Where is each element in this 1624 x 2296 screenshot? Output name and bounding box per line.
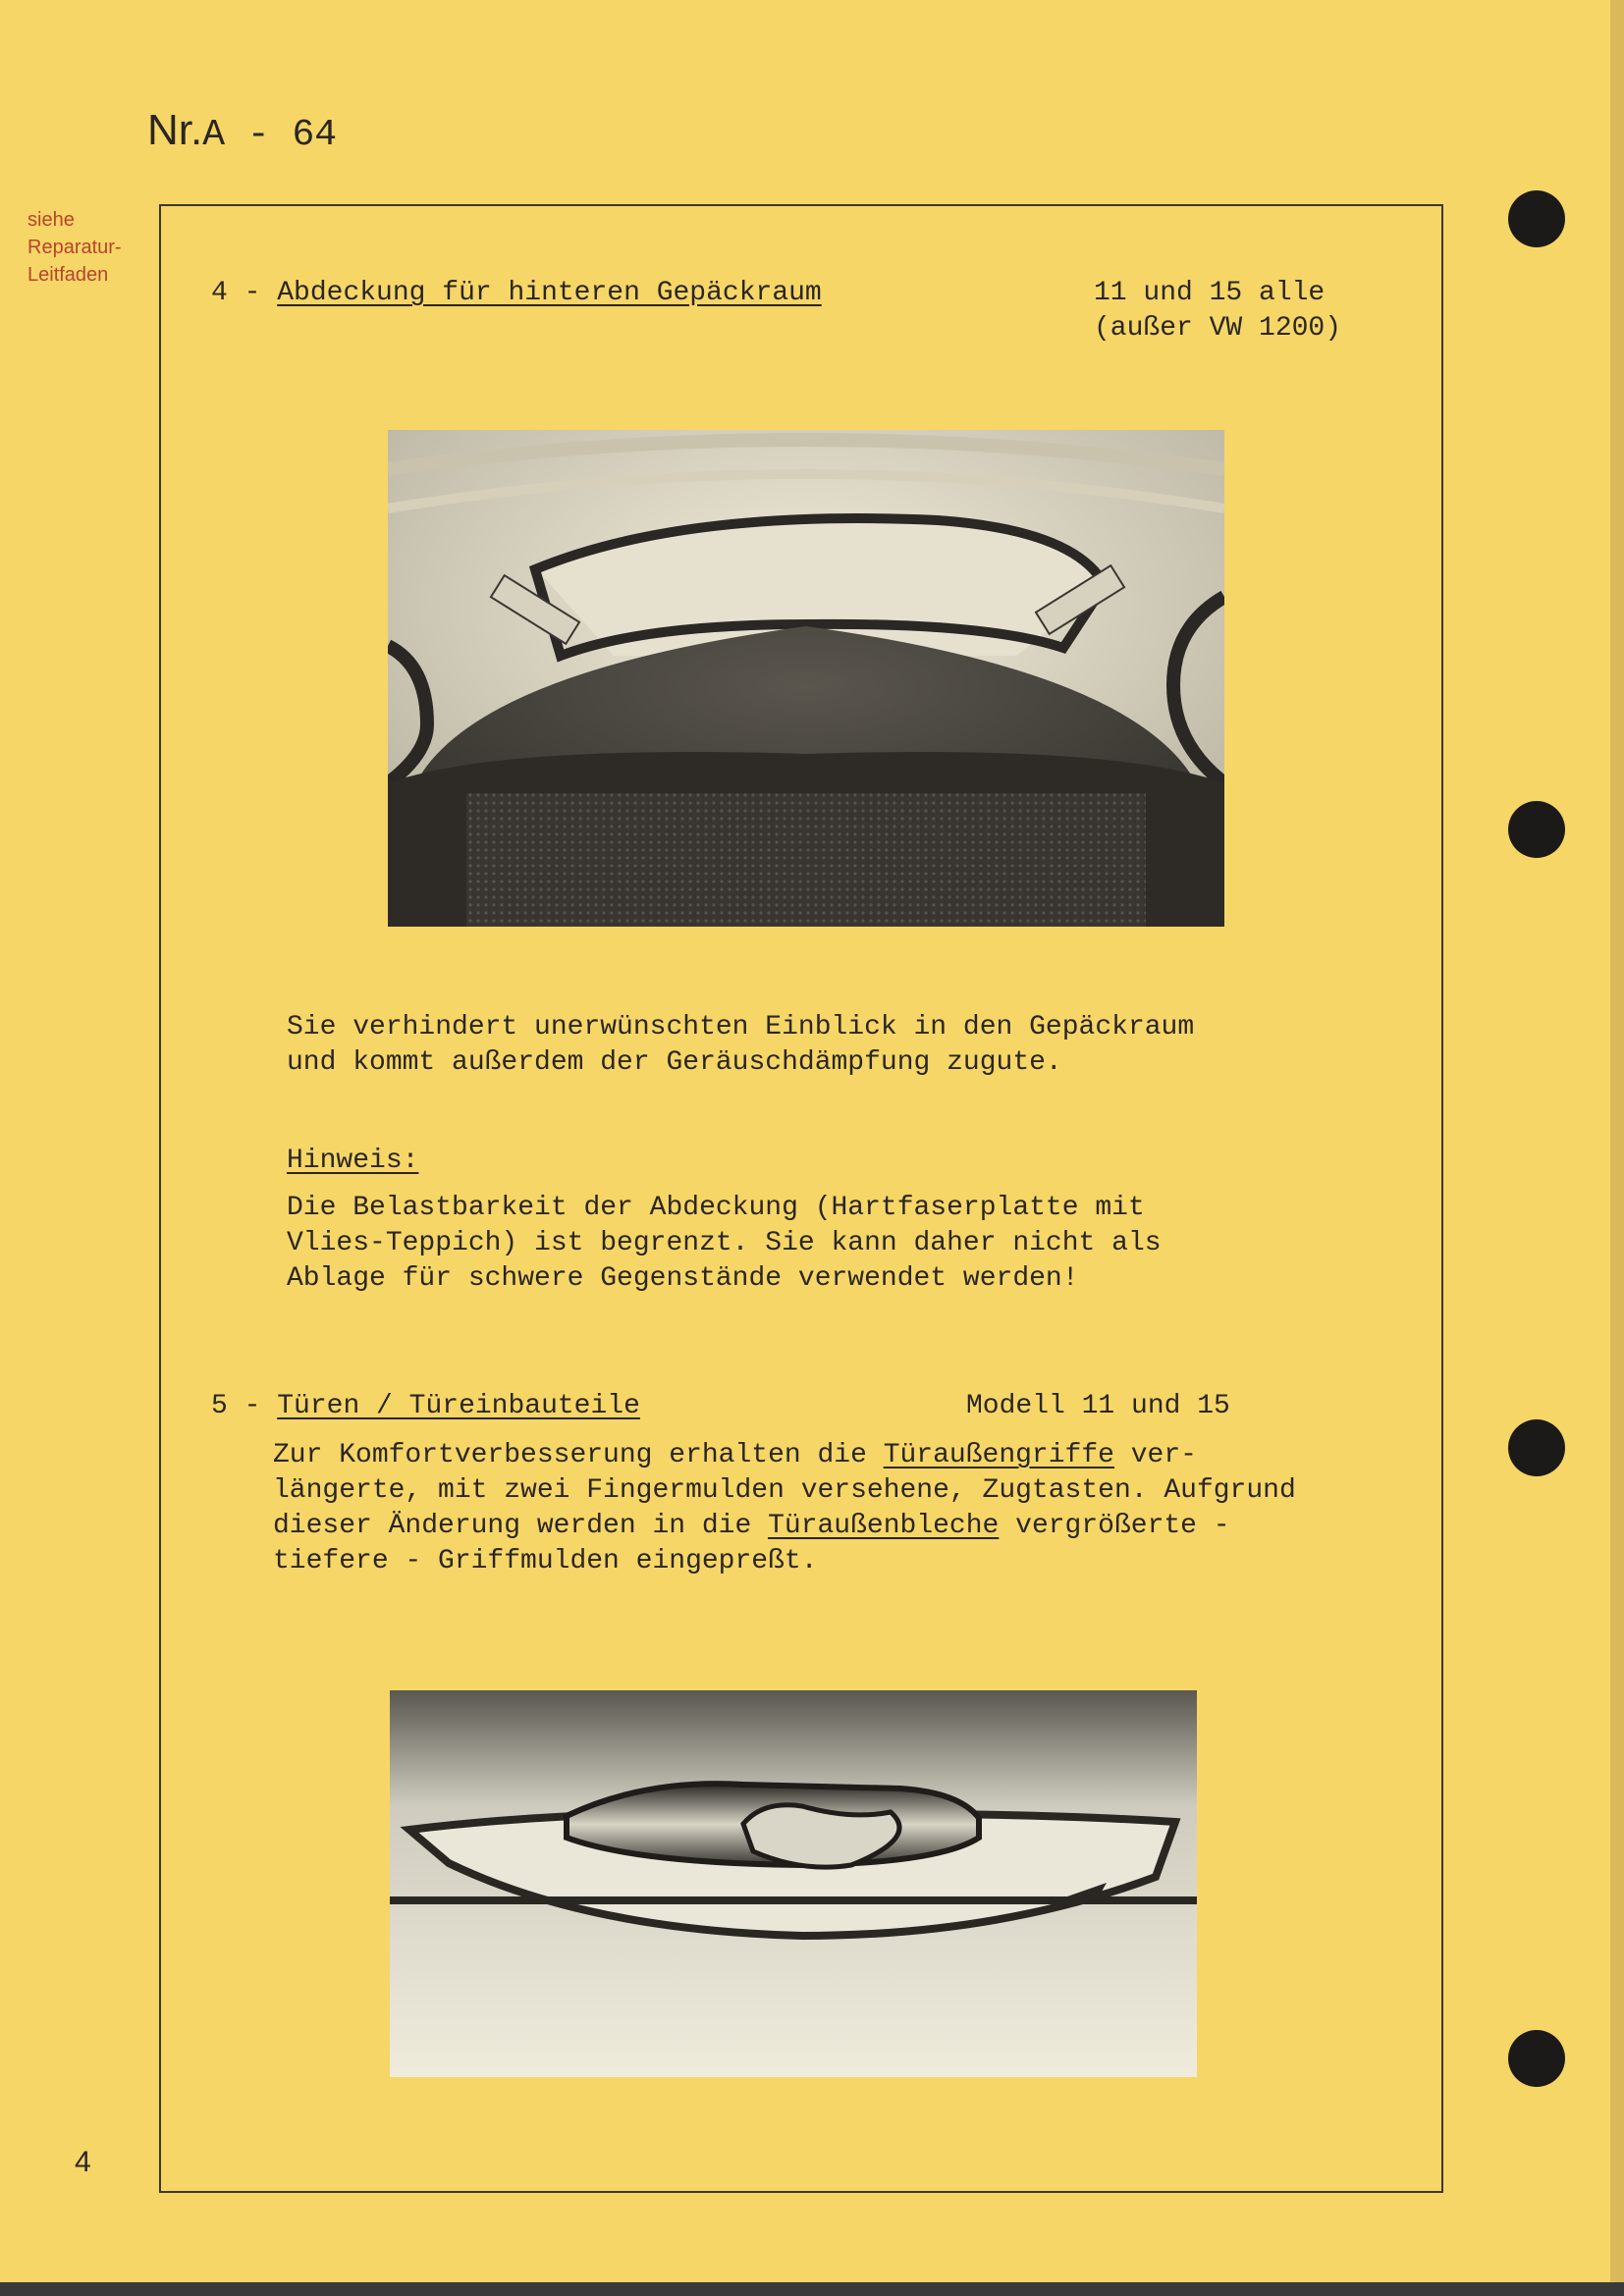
photo-luggage-cover [388,430,1224,927]
note-heading: Hinweis: [287,1146,419,1176]
text-segment: ver- [1113,1440,1197,1470]
section5-body-line: längerte, mit zwei Fingermulden versehene, Zugtasten. Aufgrund [273,1475,1296,1506]
section5-heading [211,1390,640,1423]
section5-body-line [273,1510,1230,1543]
section4-title: Abdeckung für hinteren Gepäckraum [277,278,822,308]
section5-number: 5 - [211,1391,261,1421]
section4-number: 4 - [211,278,261,308]
punch-hole [1508,1419,1565,1476]
nr-label: Nr. [147,106,203,154]
section5-body-line: tiefere - Griffmulden eingepreßt. [273,1546,818,1576]
note-body-line: Ablage für schwere Gegenstände verwendet werden! [287,1263,1079,1294]
section4-heading [211,277,822,310]
nr-value: A - 64 [202,114,338,156]
text-segment: dieser Änderung werden in die [273,1511,769,1541]
punch-hole [1508,190,1565,247]
section5-body-line [273,1439,1197,1472]
section5-title: Türen / Türeinbauteile [277,1391,640,1421]
side-note-line: Leitfaden [27,264,109,286]
note-body-line: Die Belastbarkeit der Abdeckung (Hartfaserplatte mit [287,1193,1145,1223]
text-segment: vergrößerte - [999,1511,1230,1541]
page-number: 4 [75,2146,91,2178]
photo-door-handle [390,1690,1197,2077]
section4-applies-line2: (außer VW 1200) [1094,313,1342,344]
side-reference-note [27,206,165,289]
scan-bottom-edge [0,2282,1624,2296]
document-number [147,106,337,156]
section4-applies-line1: 11 und 15 alle [1094,278,1326,308]
note-body-line: Vlies-Teppich) ist begrenzt. Sie kann daher nicht als [287,1228,1162,1258]
side-note-line: siehe [27,209,75,231]
text-segment: Zur Komfortverbesserung erhalten die [273,1440,884,1470]
punch-hole [1508,801,1565,858]
section5-applies: Modell 11 und 15 [966,1391,1230,1421]
paper-edge [1610,0,1624,2296]
term-door-panels: Türaußenbleche [768,1511,1000,1541]
term-door-handles: Türaußengriffe [883,1440,1114,1470]
punch-hole [1508,2030,1565,2087]
side-note-line: Reparatur- [27,237,122,258]
section4-body-line: Sie verhindert unerwünschten Einblick in den Gepäckraum [287,1012,1195,1042]
section4-body-line: und kommt außerdem der Geräuschdämpfung zugute. [287,1047,1062,1078]
